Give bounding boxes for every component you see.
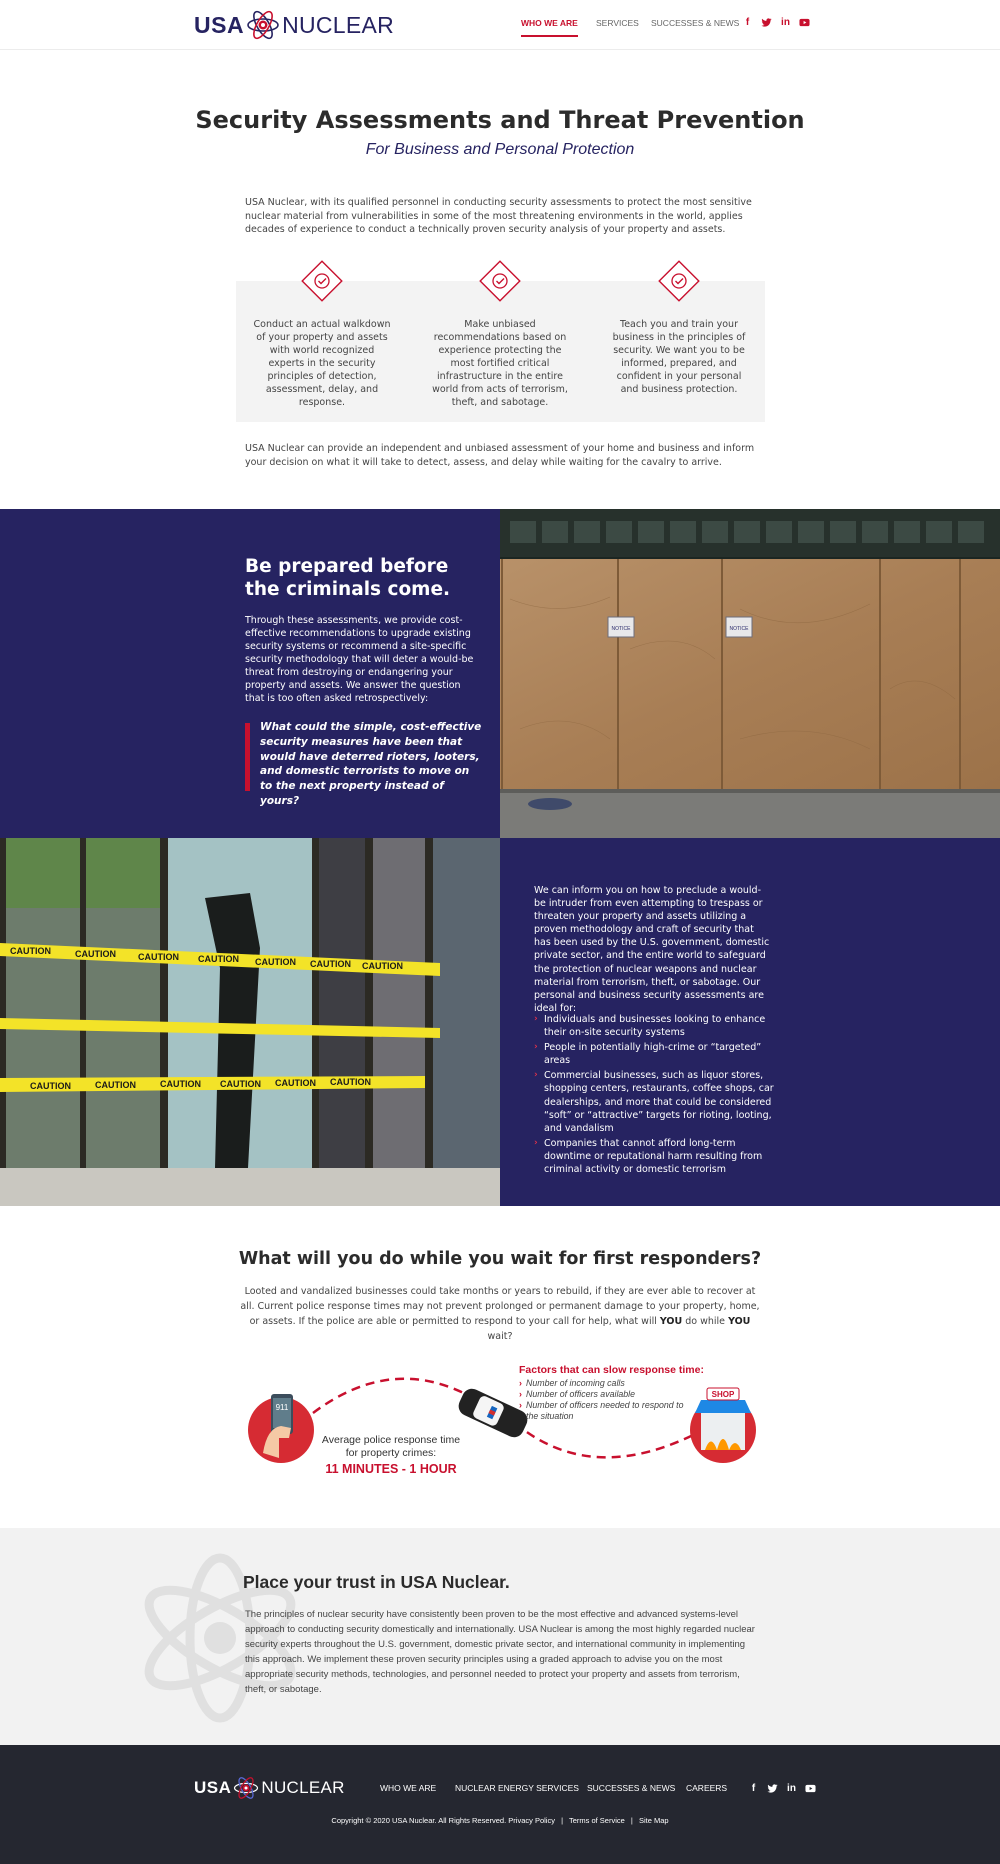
svg-text:CAUTION: CAUTION <box>310 959 351 969</box>
nav-who-we-are[interactable]: WHO WE ARE <box>521 18 578 34</box>
inform-body: We can inform you on how to preclude a would-be intruder from even attempting to trespass or threaten your property and assets utilizing a proven methodology and craft of security that has been used by the U.S. government, domestic private sector, and the entire world to safeguard the protection of nuclear weapons and nuclear material from terrorism, theft, or sabotage. Our personal and business security assessments are ideal for: <box>534 885 770 1014</box>
list-item: › Companies that cannot afford long-term downtime or reputational harm resulting from criminal activity or domestic terrorism <box>534 1137 763 1176</box>
footer-nav-who-we-are[interactable]: WHO WE ARE <box>380 1783 437 1793</box>
svg-text:CAUTION: CAUTION <box>30 1081 71 1091</box>
logo-usa-text: USA <box>194 1778 232 1797</box>
trust-heading: Place your trust in USA Nuclear. <box>243 1572 510 1592</box>
nav-successes-news[interactable]: SUCCESSES & NEWS <box>651 18 740 28</box>
atom-logo-icon <box>246 8 280 42</box>
svg-text:CAUTION: CAUTION <box>198 954 239 964</box>
feature-training-text: Teach you and train your business in the principles of security. We want you to be informed, prepared, and confident in your personal and business protection. <box>612 319 746 395</box>
svg-text:911: 911 <box>275 1403 289 1412</box>
list-item: › Number of incoming calls <box>519 1378 684 1389</box>
wait-body: Looted and vandalized businesses could take months or years to rebuild, if they are ever able to recover at all. Current police response times may not prevent prolonged or permanent damage to your property, home, or assets. If the police are able or permitted to respond to your call for help, what will YOU do while YOU wait? <box>240 1286 760 1342</box>
list-item: › Number of officers available <box>519 1389 684 1400</box>
intro-paragraph: USA Nuclear, with its qualified personnel in conducting security assessments to protect the most sensitive nuclear material from vulnerabilities in some of the most threatening environments in the world, applies decades of experience to conduct a technically proven security analysis of your property and assets. <box>245 197 752 235</box>
average-response-label: Average police response time for property crimes: <box>321 1434 461 1459</box>
svg-text:CAUTION: CAUTION <box>220 1079 261 1089</box>
prepared-quote: What could the simple, cost-effective security measures have been that would have deterred rioters, looters, and domestic terrorists to move on to the next property instead of yours? <box>260 721 482 807</box>
terms-of-service-link[interactable]: Terms of Service <box>568 1816 625 1825</box>
check-diamond-icon <box>477 258 523 304</box>
boarded-storefront-photo <box>500 509 1000 838</box>
header-social-links <box>742 17 810 28</box>
twitter-icon[interactable] <box>761 17 772 28</box>
quote-accent-bar <box>245 723 250 791</box>
logo-nuclear-text: NUCLEAR <box>282 11 395 38</box>
facebook-icon[interactable]: f <box>751 1783 756 1794</box>
factors-list <box>519 1378 684 1422</box>
svg-text:CAUTION: CAUTION <box>75 949 116 959</box>
chevron-right-icon: › <box>534 1137 538 1148</box>
separator: | <box>561 1816 564 1825</box>
site-map-link[interactable]: Site Map <box>638 1816 669 1825</box>
feature-walkdown-text: Conduct an actual walkdown of your property and assets with world recognized experts in the security principles of detection, assessment, delay, and response. <box>253 319 391 408</box>
footer-nav-nuclear-energy-services[interactable]: NUCLEAR ENERGY SERVICES <box>455 1783 579 1793</box>
list-item: › Individuals and businesses looking to enhance their on-site security systems <box>534 1014 766 1039</box>
svg-text:CAUTION: CAUTION <box>160 1079 201 1089</box>
site-header <box>0 0 1000 50</box>
list-item: › Number of officers needed to respond to the situation <box>519 1400 684 1422</box>
wait-heading: What will you do while you wait for first responders? <box>238 1249 762 1269</box>
check-diamond-icon <box>656 258 702 304</box>
chevron-right-icon: › <box>534 1014 538 1024</box>
feature-recommendations-text: Make unbiased recommendations based on experience protecting the most fortified critical infrastructure in the entire world from acts of terrorism, theft, and sabotage. <box>432 319 568 408</box>
privacy-policy-link[interactable]: Privacy Policy <box>508 1816 555 1825</box>
copyright-bar <box>0 1816 1000 1825</box>
prepared-body: Through these assessments, we provide cost-effective recommendations to upgrade existing security systems or recommend a site-specific security methodology that will deter a would-be threat from destroying or endangering your property and assets. We answer the question that is too often asked retrospectively: <box>245 615 474 704</box>
svg-text:CAUTION: CAUTION <box>330 1077 371 1087</box>
list-item: › People in potentially high-crime or “targeted” areas <box>534 1042 762 1067</box>
trust-body: The principles of nuclear security have consistently been proven to be the most effective and advanced systems-level approach to conducting security domestically and internationally. USA Nuclear is among the most highly regarded nuclear security experts throughout the U.S. government, domestic private sector, and international community in implementing this approach. We implement these proven security principles using a graded approach to advise you on the most appropriate security methods, technologies, and personnel needed to protect your property and assets from terrorism, theft, or sabotage. <box>245 1609 755 1695</box>
svg-text:CAUTION: CAUTION <box>255 957 296 967</box>
linkedin-icon[interactable]: in <box>787 1783 796 1794</box>
footer-nav-careers[interactable]: CAREERS <box>686 1783 728 1793</box>
svg-text:CAUTION: CAUTION <box>138 952 179 962</box>
notice-sign-text: NOTICE <box>729 626 749 632</box>
youtube-icon[interactable] <box>799 17 810 28</box>
footer-nav-successes-news[interactable]: SUCCESSES & NEWS <box>587 1783 676 1793</box>
youtube-icon[interactable] <box>805 1783 816 1794</box>
svg-text:SHOP: SHOP <box>711 1390 735 1399</box>
facebook-icon[interactable]: f <box>745 17 750 28</box>
twitter-icon[interactable] <box>767 1783 778 1794</box>
copyright-text: Copyright © 2020 USA Nuclear. All Rights Reserved. <box>331 1816 507 1825</box>
page-subtitle: For Business and Personal Protection <box>365 141 635 158</box>
page-title: Security Assessments and Threat Prevention <box>195 106 805 134</box>
linkedin-icon[interactable]: in <box>781 17 790 28</box>
footer-social-links <box>748 1783 816 1794</box>
atom-logo-icon <box>233 1775 259 1801</box>
prepared-heading: Be prepared before the criminals come. <box>245 556 451 600</box>
broken-window-photo <box>0 838 500 1206</box>
footer-logo[interactable] <box>194 1774 345 1802</box>
svg-text:CAUTION: CAUTION <box>275 1078 316 1088</box>
factors-heading: Factors that can slow response time: <box>519 1364 704 1376</box>
chevron-right-icon: › <box>534 1042 538 1053</box>
svg-text:CAUTION: CAUTION <box>95 1080 136 1090</box>
logo-usa-text: USA <box>194 11 245 38</box>
logo-nuclear-text: NUCLEAR <box>261 1778 345 1797</box>
chevron-right-icon: › <box>534 1070 538 1081</box>
ideal-for-list <box>534 1013 774 1178</box>
svg-text:CAUTION: CAUTION <box>10 946 51 956</box>
svg-text:CAUTION: CAUTION <box>362 961 403 971</box>
nav-services[interactable]: SERVICES <box>596 18 639 28</box>
site-footer <box>0 1745 1000 1864</box>
site-logo[interactable] <box>194 8 394 42</box>
list-item: › Commercial businesses, such as liquor stores, shopping centers, restaurants, coffee shops, car dealerships, and more that could be considered “soft” or “attractive” targets for rioting, looting, and vandalism <box>534 1070 774 1134</box>
check-diamond-icon <box>299 258 345 304</box>
average-response-time: 11 MINUTES - 1 HOUR <box>325 1462 457 1476</box>
intro-closing-paragraph: USA Nuclear can provide an independent and unbiased assessment of your home and business and inform your decision on what it will take to detect, assess, and delay while waiting for the cavalry to arrive. <box>245 443 755 468</box>
separator: | <box>630 1816 633 1825</box>
notice-sign-text: NOTICE <box>611 626 631 632</box>
